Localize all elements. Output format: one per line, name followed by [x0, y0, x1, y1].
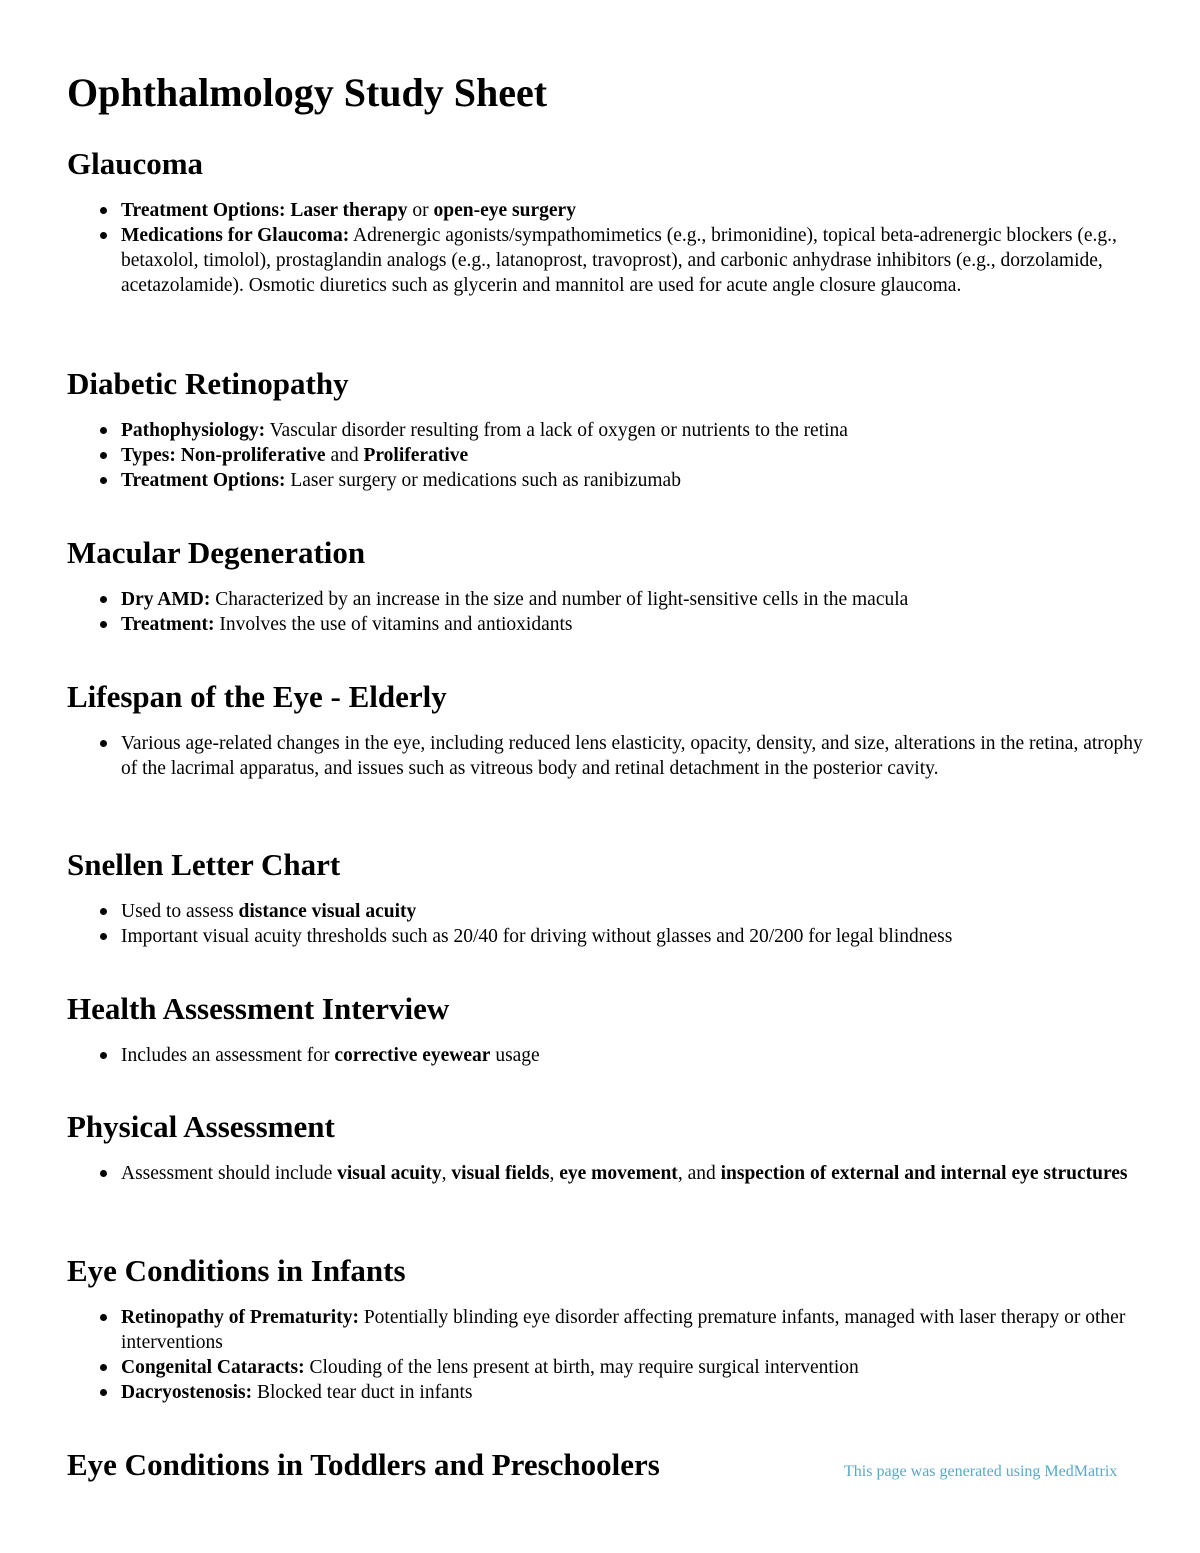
item-text: ,	[441, 1163, 452, 1184]
item-emphasis: open-eye surgery	[433, 200, 576, 221]
item-text: Laser surgery or medications such as ranibizumab	[285, 470, 681, 491]
item-emphasis: eye movement	[559, 1163, 678, 1184]
list-item	[121, 468, 1147, 493]
section-macular-degeneration	[67, 535, 1147, 637]
item-text: Vascular disorder resulting from a lack of oxygen or nutrients to the retina	[265, 420, 848, 441]
item-emphasis: Non-proliferative	[180, 445, 326, 466]
list-item	[121, 924, 1147, 949]
list-item	[121, 418, 1147, 443]
item-text: Assessment should include	[121, 1163, 338, 1184]
item-text: Involves the use of vitamins and antioxidants	[214, 614, 573, 635]
item-text: Characterized by an increase in the size and number of light-sensitive cells in the macula	[210, 589, 909, 610]
bullet-list	[67, 1305, 1147, 1405]
bullet-list	[67, 198, 1147, 298]
item-text: Used to assess	[121, 901, 239, 922]
item-text: ,	[549, 1163, 560, 1184]
item-emphasis: inspection of external and internal eye structures	[720, 1163, 1128, 1184]
list-item	[121, 1380, 1147, 1405]
bullet-list	[67, 899, 1147, 949]
item-text: Various age-related changes in the eye, including reduced lens elasticity, opacity, density, and size, alterations in the retina, atrophy of the lacrimal apparatus, and issues such as vitreous body and retinal detachment in the posterior cavity.	[121, 733, 1143, 779]
item-label: Medications for Glaucoma:	[121, 225, 350, 246]
item-text: Clouding of the lens present at birth, may require surgical intervention	[304, 1357, 859, 1378]
item-label: Treatment:	[121, 614, 215, 635]
list-item	[121, 612, 1147, 637]
section-heading: Snellen Letter Chart	[67, 847, 341, 882]
bullet-list	[67, 587, 1147, 637]
section-heading: Macular Degeneration	[67, 535, 366, 570]
item-text: or	[407, 200, 434, 221]
item-text: Blocked tear duct in infants	[252, 1382, 473, 1403]
bullet-list	[67, 731, 1147, 781]
list-item	[121, 1355, 1147, 1380]
section-glaucoma	[67, 146, 1147, 298]
item-label: Pathophysiology:	[121, 420, 266, 441]
section-health-assessment	[67, 991, 1147, 1068]
section-eye-conditions-infants	[67, 1253, 1147, 1405]
section-lifespan-elderly	[67, 679, 1147, 781]
section-heading: Health Assessment Interview	[67, 991, 450, 1026]
page-title: Ophthalmology Study Sheet	[67, 70, 548, 115]
item-emphasis: visual acuity	[337, 1163, 442, 1184]
item-text: and	[325, 445, 364, 466]
footer-note: This page was generated using MedMatrix	[844, 1463, 1118, 1480]
list-item	[121, 899, 1147, 924]
list-item	[121, 1161, 1147, 1186]
section-heading: Lifespan of the Eye - Elderly	[67, 679, 447, 714]
item-label: Retinopathy of Prematurity:	[121, 1307, 359, 1328]
section-heading: Diabetic Retinopathy	[67, 366, 349, 401]
item-label: Dacryostenosis:	[121, 1382, 253, 1403]
bullet-list	[67, 1161, 1147, 1186]
list-item	[121, 443, 1147, 468]
item-emphasis: distance visual acuity	[238, 901, 417, 922]
item-text: , and	[677, 1163, 721, 1184]
item-label: Treatment Options:	[121, 470, 286, 491]
section-snellen-chart	[67, 847, 1147, 949]
bullet-list	[67, 1043, 1147, 1068]
list-item	[121, 1043, 1147, 1068]
bullet-list	[67, 418, 1147, 493]
item-emphasis: Laser therapy	[290, 200, 408, 221]
item-text: Potentially blinding eye disorder affecting premature infants, managed with laser therapy or other interventions	[121, 1307, 1126, 1353]
section-physical-assessment	[67, 1109, 1147, 1186]
item-label: Treatment Options:	[121, 200, 286, 221]
section-heading: Physical Assessment	[67, 1109, 335, 1144]
item-label: Congenital Cataracts:	[121, 1357, 305, 1378]
item-text: usage	[490, 1045, 540, 1066]
item-emphasis: visual fields	[451, 1163, 550, 1184]
list-item	[121, 587, 1147, 612]
list-item	[121, 731, 1147, 781]
item-label: Types:	[121, 445, 176, 466]
item-text: Includes an assessment for	[121, 1045, 335, 1066]
list-item	[121, 198, 1147, 223]
item-emphasis: Proliferative	[363, 445, 469, 466]
section-diabetic-retinopathy	[67, 366, 1147, 493]
list-item	[121, 223, 1147, 298]
list-item	[121, 1305, 1147, 1355]
item-label: Dry AMD:	[121, 589, 211, 610]
section-heading: Eye Conditions in Toddlers and Preschoolers	[67, 1447, 660, 1482]
item-text: Adrenergic agonists/sympathomimetics (e.g., brimonidine), topical beta-adrenergic blockers (e.g., betaxolol, timolol), prostaglandin analogs (e.g., latanoprost, travoprost), and carbonic anhydrase inhibitors (e.g., dorzolamide, acetazolamide). Osmotic diuretics such as glycerin and mannitol are used for acute angle closure glaucoma.	[121, 225, 1117, 296]
section-heading: Glaucoma	[67, 146, 204, 181]
item-emphasis: corrective eyewear	[334, 1045, 491, 1066]
item-text: Important visual acuity thresholds such as 20/40 for driving without glasses and 20/200 for legal blindness	[121, 926, 953, 947]
section-heading: Eye Conditions in Infants	[67, 1253, 406, 1288]
